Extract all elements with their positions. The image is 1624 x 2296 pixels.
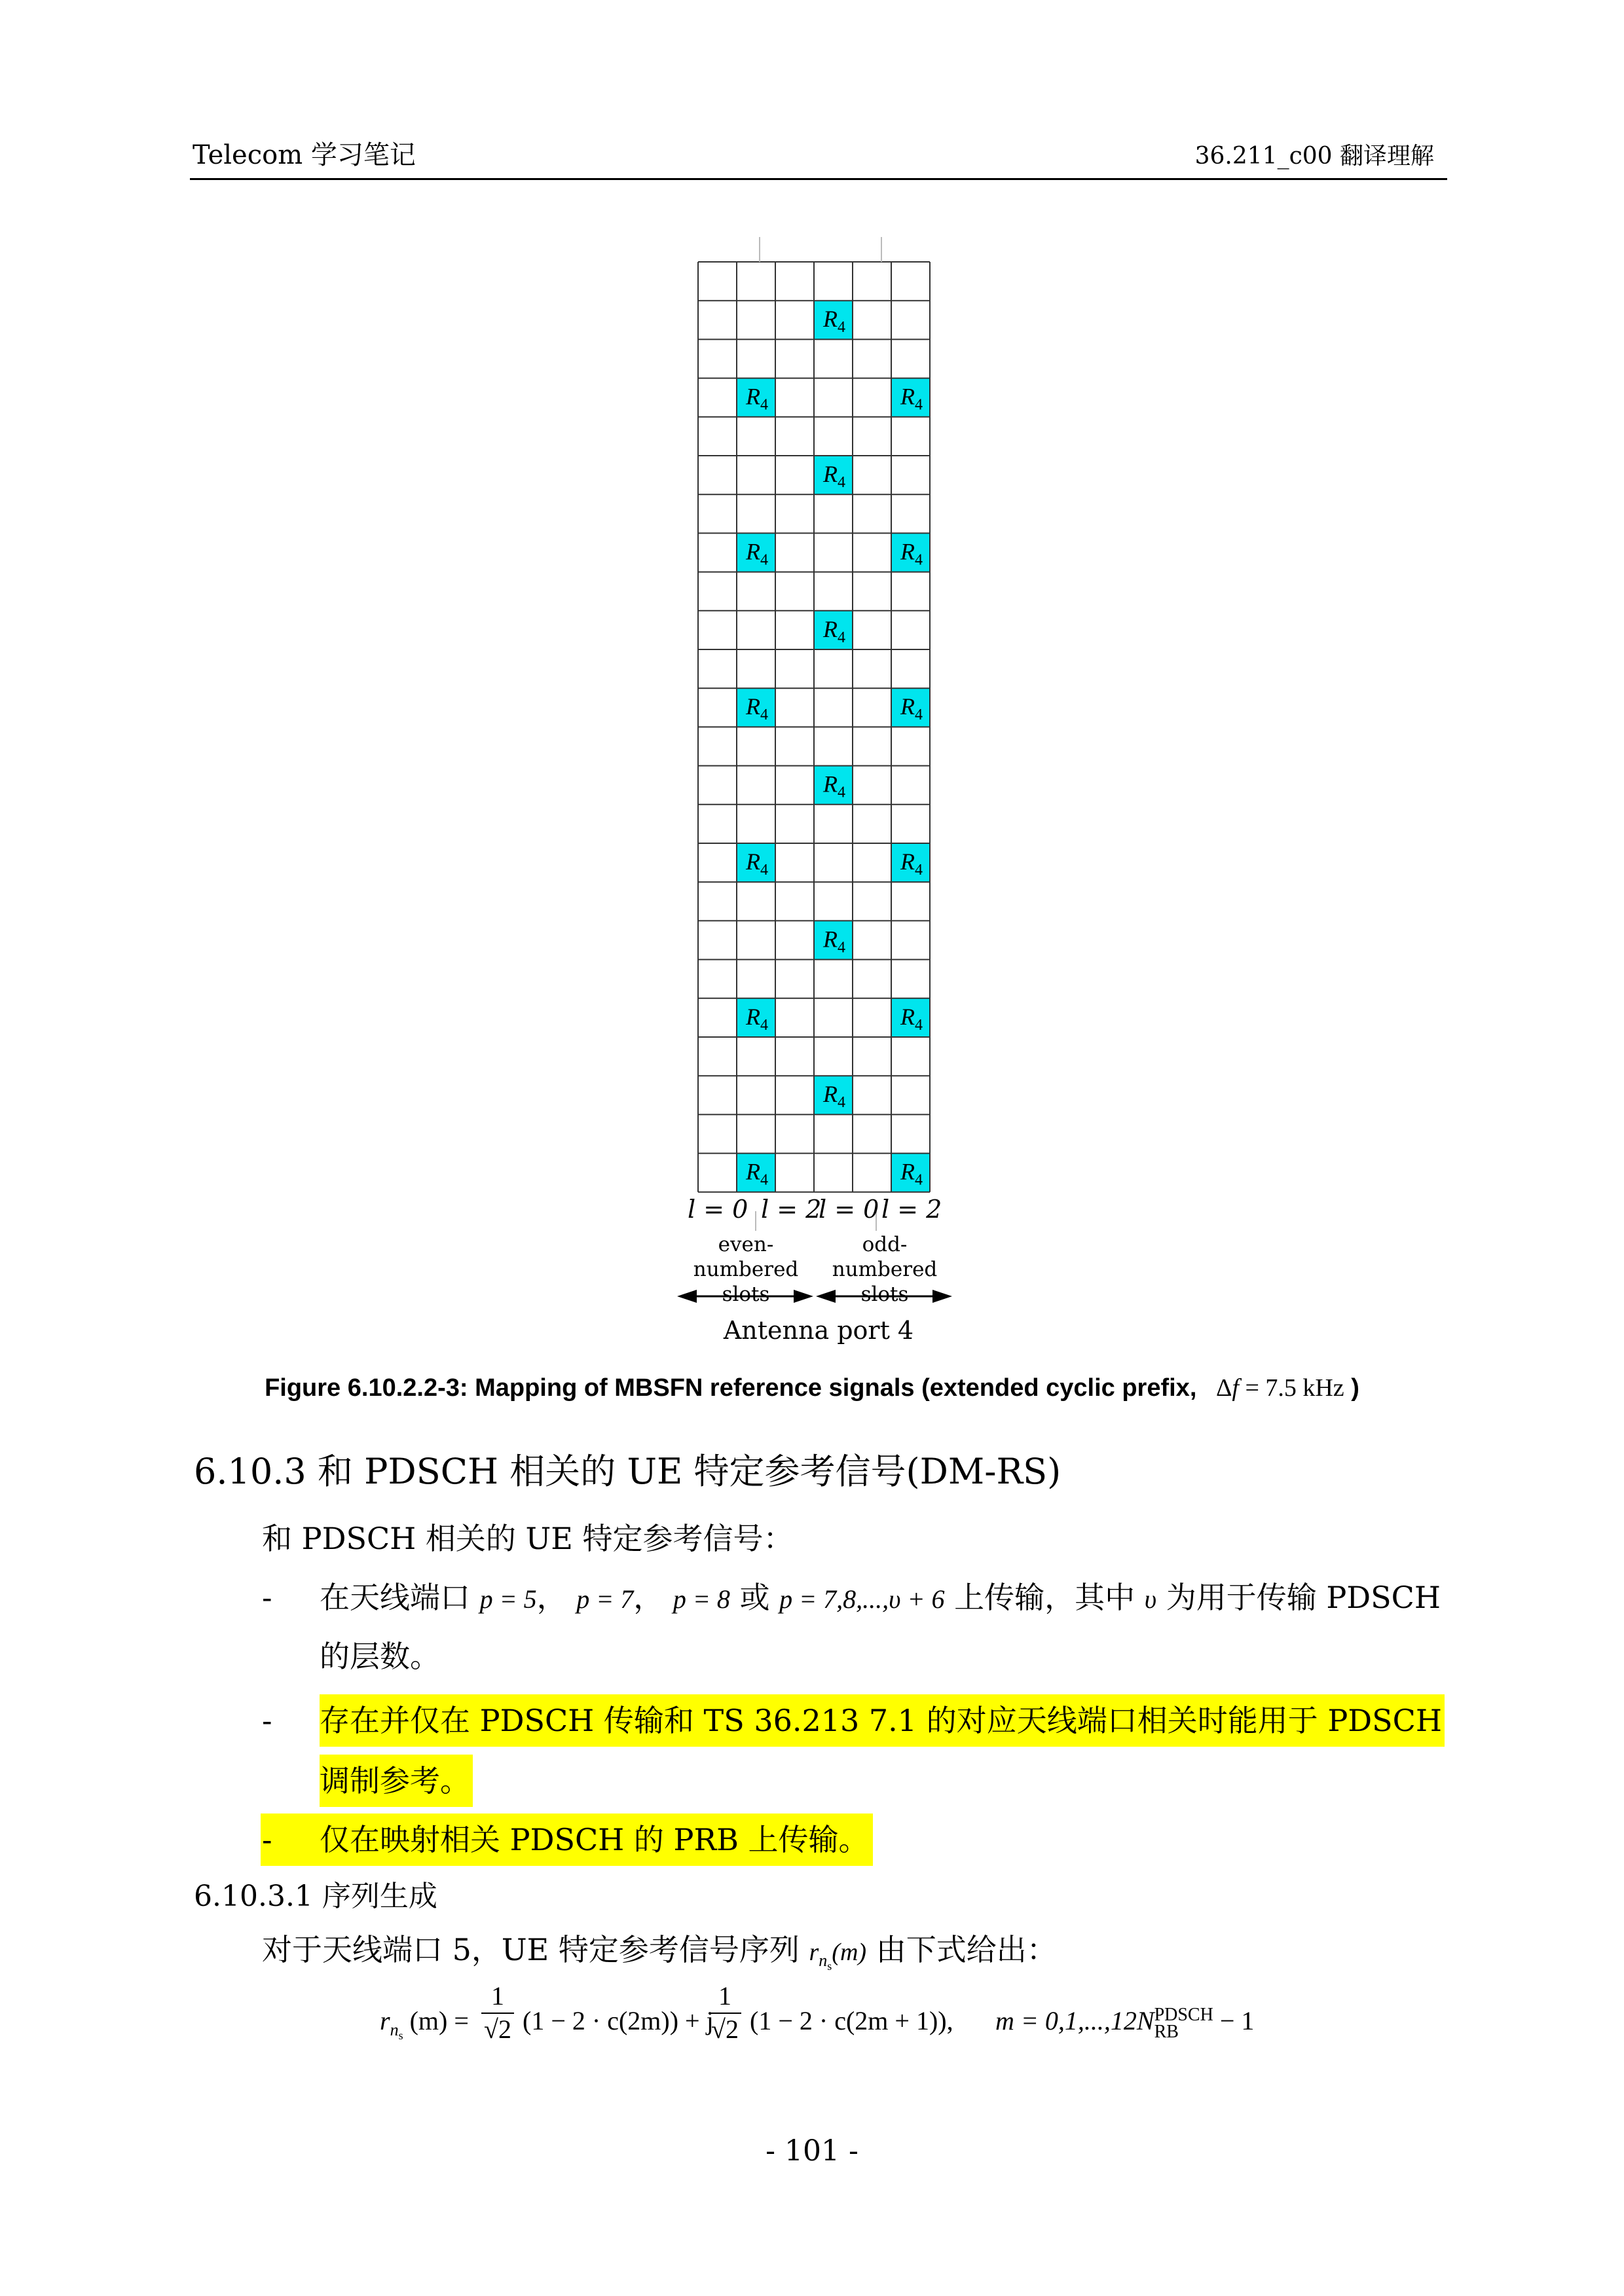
rs-label: $R_4$ xyxy=(900,1158,923,1189)
rs-label: $R_4$ xyxy=(823,306,845,337)
symbol-label-2: l = 2 xyxy=(761,1195,822,1224)
caption-text: Figure 6.10.2.2-3: Mapping of MBSFN reference signals (extended cyclic prefix, xyxy=(265,1374,1197,1402)
bullet-dash-1: - xyxy=(262,1580,272,1615)
rs-label: $R_4$ xyxy=(900,538,923,569)
section-heading: 6.10.3 和 PDSCH 相关的 UE 特定参考信号(DM-RS) xyxy=(194,1451,1061,1492)
bullet-1-line-2: 的层数。 xyxy=(320,1639,440,1674)
rs-label: $R_4$ xyxy=(746,1158,768,1189)
rs-label: $R_4$ xyxy=(900,848,923,879)
rs-label: $R_4$ xyxy=(746,693,768,724)
bullet-1-line-1: 在天线端口 p = 5， p = 7， p = 8 或 p = 7,8,...,υ + 6 上传输，其中 υ 为用于传输 PDSCH xyxy=(320,1580,1441,1615)
rs-label: $R_4$ xyxy=(823,1081,845,1112)
rs-labels xyxy=(745,306,923,1188)
header-left-title: Telecom 学习笔记 xyxy=(193,140,416,170)
header-divider xyxy=(190,178,1447,180)
caption-math: Δf = 7.5 kHz xyxy=(1215,1374,1344,1402)
caption-close: ) xyxy=(1344,1374,1359,1402)
rs-label: $R_4$ xyxy=(823,615,845,646)
rs-label: $R_4$ xyxy=(823,461,845,491)
rs-label: $R_4$ xyxy=(746,383,768,414)
rs-label: $R_4$ xyxy=(746,848,768,879)
subsection-text: 对于天线端口 5，UE 特定参考信号序列 $r_{n_s}(m)$ 由下式给出： xyxy=(262,1932,1057,1973)
bullet-dash-2: - xyxy=(262,1703,272,1738)
header-right-title: 36.211_c00 翻译理解 xyxy=(1194,143,1434,170)
rs-label: $R_4$ xyxy=(900,693,923,724)
rs-label: $R_4$ xyxy=(900,383,923,414)
grid-cells xyxy=(737,301,930,1192)
even-slots-label: even-numbered slots xyxy=(693,1233,799,1306)
rs-label: $R_4$ xyxy=(823,771,845,801)
bullet-2-line-1: 存在并仅在 PDSCH 传输和 TS 36.213 7.1 的对应天线端口相关时能用于 PDSCH xyxy=(320,1694,1445,1747)
figure-caption xyxy=(0,1374,1624,1402)
page-number: - 101 - xyxy=(766,2134,858,2168)
rs-label: $R_4$ xyxy=(823,926,845,957)
bullet-2-line-2: 调制参考。 xyxy=(320,1755,473,1807)
odd-slots-label: odd-numbered slots xyxy=(832,1233,938,1306)
symbol-label-1: l = 0 xyxy=(688,1195,748,1224)
symbol-label-3: l = 0 xyxy=(819,1195,879,1224)
antenna-port-label: Antenna port 4 xyxy=(723,1316,914,1345)
section-intro: 和 PDSCH 相关的 UE 特定参考信号： xyxy=(262,1521,794,1556)
rs-label: $R_4$ xyxy=(746,538,768,569)
bullet-3: - 仅在映射相关 PDSCH 的 PRB 上传输。 xyxy=(261,1813,873,1866)
resource-grid-figure xyxy=(674,229,963,1355)
rs-label: $R_4$ xyxy=(746,1003,768,1034)
symbol-label-4: l = 2 xyxy=(881,1195,942,1224)
rs-label: $R_4$ xyxy=(900,1003,923,1034)
subsection-heading: 6.10.3.1 序列生成 xyxy=(194,1880,437,1913)
